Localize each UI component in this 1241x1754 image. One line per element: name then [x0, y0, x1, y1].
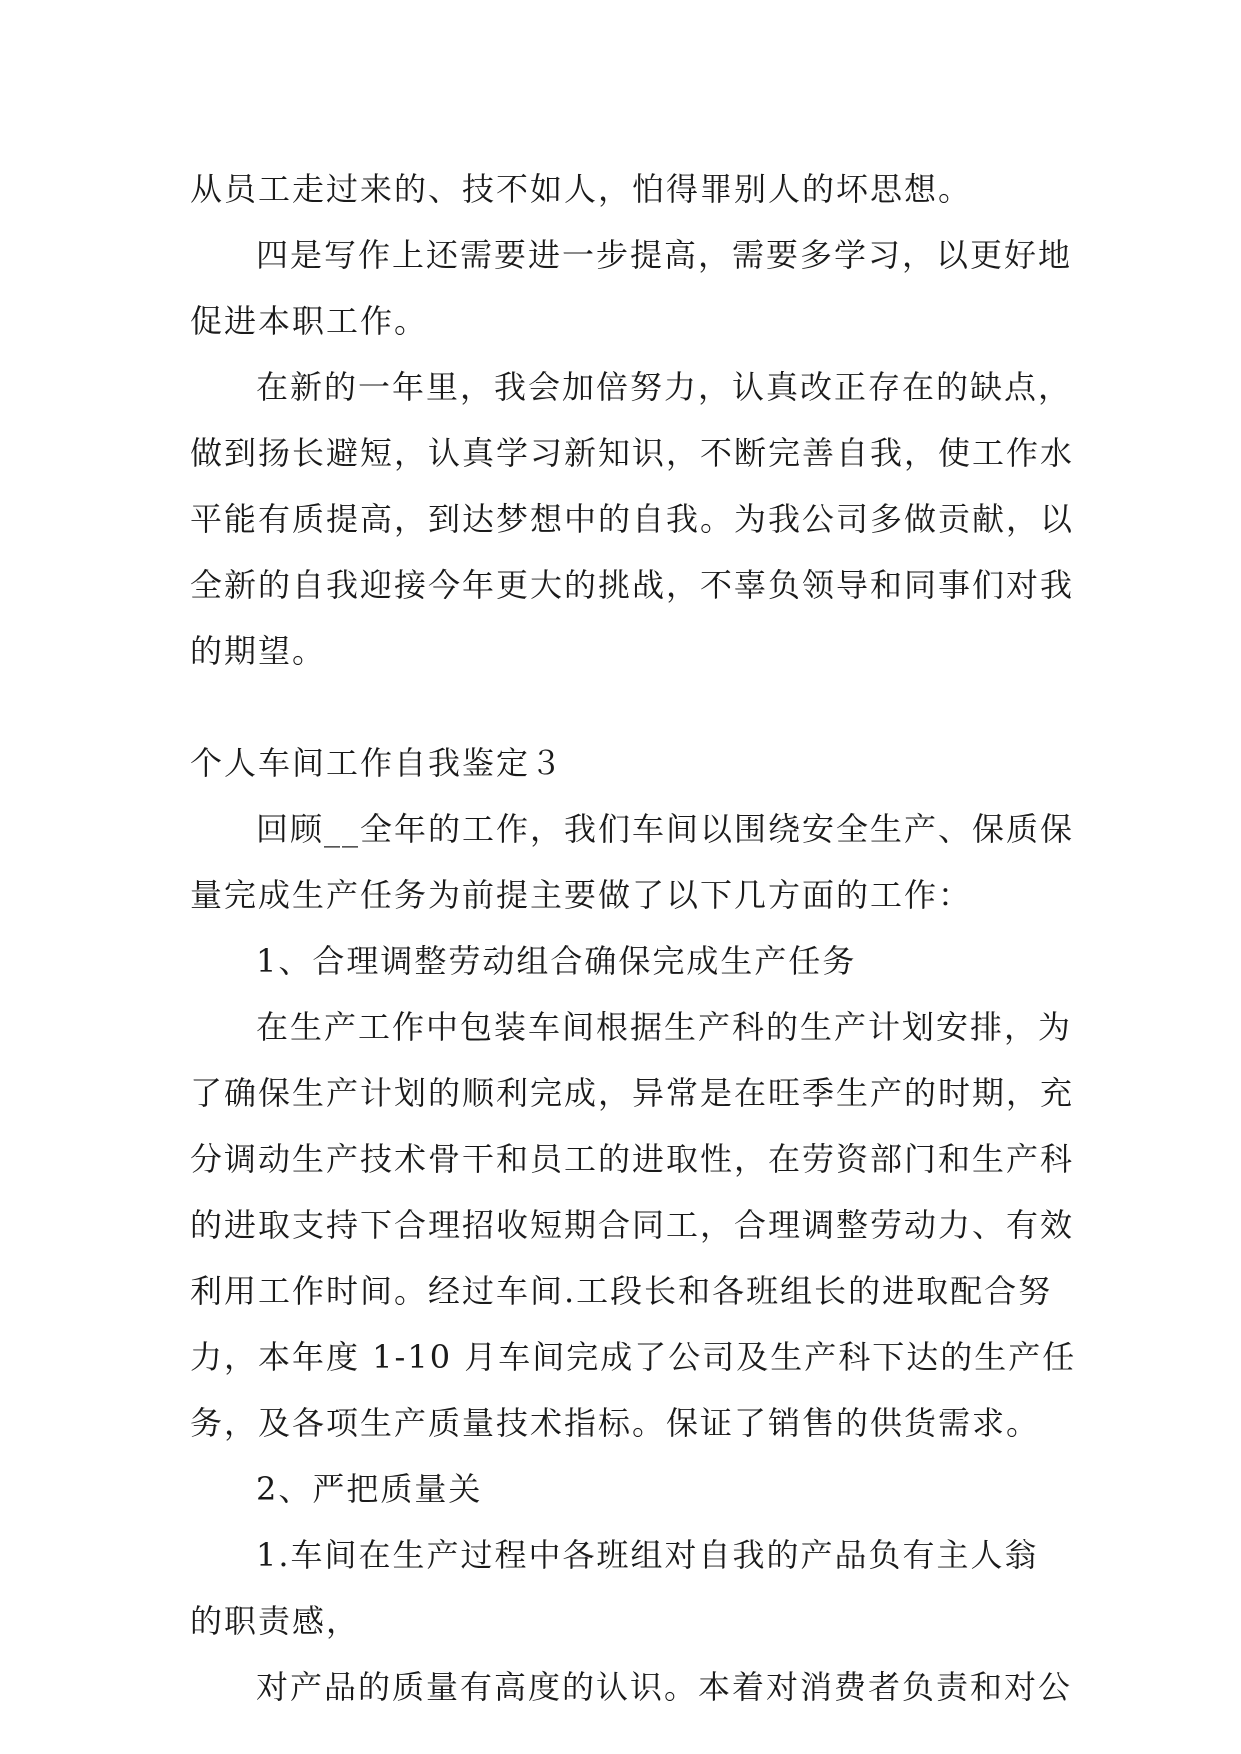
paragraph-line: 回顾__全年的工作，我们车间以围绕安全生产、保质保 — [256, 810, 1075, 848]
paragraph-line: 了确保生产计划的顺利完成，异常是在旺季生产的时期，充 — [190, 1074, 1075, 1112]
numbered-subheading: 1、合理调整劳动组合确保完成生产任务 — [256, 942, 857, 980]
paragraph-line: 做到扬长避短，认真学习新知识，不断完善自我，使工作水 — [190, 434, 1075, 472]
paragraph-line: 1.车间在生产过程中各班组对自我的产品负有主人翁 — [256, 1536, 1039, 1574]
paragraph-line: 分调动生产技术骨干和员工的进取性，在劳资部门和生产科 — [190, 1140, 1075, 1178]
paragraph-line: 利用工作时间。经过车间.工段长和各班组长的进取配合努 — [190, 1272, 1053, 1310]
section-heading: 个人车间工作自我鉴定３ — [190, 744, 565, 782]
paragraph-line: 四是写作上还需要进一步提高，需要多学习，以更好地 — [256, 236, 1073, 274]
paragraph-line: 从员工走过来的、技不如人，怕得罪别人的坏思想。 — [190, 170, 973, 208]
paragraph-line: 的期望。 — [190, 632, 327, 670]
document-body — [190, 156, 1077, 1720]
paragraph-line: 平能有质提高，到达梦想中的自我。为我公司多做贡献，以 — [190, 500, 1075, 538]
paragraph-line: 促进本职工作。 — [190, 302, 429, 340]
paragraph-line: 务，及各项生产质量技术指标。保证了销售的供货需求。 — [190, 1404, 1041, 1442]
paragraph-line: 力，本年度 1-10 月车间完成了公司及生产科下达的生产任 — [190, 1338, 1077, 1376]
paragraph-line: 在生产工作中包装车间根据生产科的生产计划安排，为 — [256, 1008, 1073, 1046]
paragraph-line: 量完成生产任务为前提主要做了以下几方面的工作： — [190, 876, 973, 914]
paragraph-line: 的职责感， — [190, 1602, 361, 1640]
paragraph-line: 全新的自我迎接今年更大的挑战，不辜负领导和同事们对我 — [190, 566, 1075, 604]
paragraph-line: 对产品的质量有高度的认识。本着对消费者负责和对公 — [256, 1668, 1073, 1706]
paragraph-line: 在新的一年里，我会加倍努力，认真改正存在的缺点， — [256, 368, 1073, 406]
paragraph-line: 的进取支持下合理招收短期合同工，合理调整劳动力、有效 — [190, 1206, 1075, 1244]
numbered-subheading: 2、严把质量关 — [256, 1470, 483, 1508]
